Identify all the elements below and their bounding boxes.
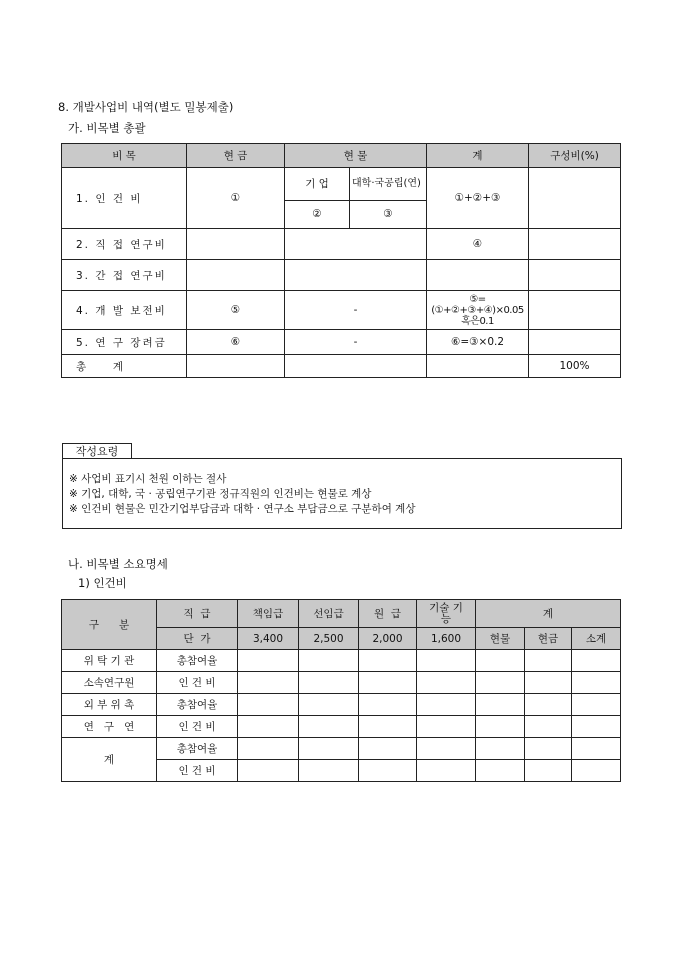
section-a-title: 가. 비목별 총괄 [68,121,146,135]
cell-company: ② [285,200,350,228]
row-participation: 총참여율 [157,694,238,716]
personnel-cost-table [61,599,621,782]
section-b-title: 나. 비목별 소요명세 [68,557,168,571]
header-division: 구 분 [62,600,157,650]
cell-in-kind [285,229,427,260]
header-total: 계 [476,600,621,628]
cell-ratio [529,168,621,229]
guide-line: ※ 사업비 표기시 천원 이하는 절사 [69,473,227,485]
guide-tab: 작성요령 [62,443,132,459]
header-ratio: 구성비(%) [529,144,621,168]
subheader-in-kind: 현물 [476,628,525,650]
budget-summary-table [61,143,621,378]
guide-line: ※ 기업, 대학, 국 · 공립연구기관 정규직원의 인건비는 현물로 계상 [69,488,372,500]
cell-university: ③ [350,200,427,228]
row-personnel-cost: 인 건 비 [157,760,238,782]
guide-line: ※ 인건비 현물은 민간기업부담금과 대학 · 연구소 부담금으로 구분하여 계상 [69,503,416,515]
cell-ratio [529,330,621,355]
row-label-total: 총 계 [62,355,187,378]
header-sum: 계 [427,144,529,168]
cell-in-kind: - [285,330,427,355]
row-label: 2. 직 접 연구비 [62,229,187,260]
header-rank: 직 급 [157,600,238,628]
cell-cash [187,229,285,260]
rank-technician: 기술 기능 [417,600,476,628]
rank-staff: 원 급 [359,600,417,628]
rank-senior: 책임급 [238,600,299,628]
header-cash: 현 금 [187,144,285,168]
cell-cash [187,260,285,291]
group-label: 소속연구원 [62,672,157,694]
cell-in-kind: - [285,291,427,330]
cell-in-kind [285,355,427,378]
section-b1-title: 1) 인건비 [78,576,127,590]
cell-cash: ⑤ [187,291,285,330]
price-senior: 3,400 [238,628,299,650]
cell-in-kind [285,260,427,291]
row-label: 1. 인 건 비 [62,168,187,229]
group-label: 연 구 연 [62,716,157,738]
price-staff: 2,000 [359,628,417,650]
header-in-kind: 현 물 [285,144,427,168]
cell-sum: ⑥=③×0.2 [427,330,529,355]
row-label: 5. 연 구 장려금 [62,330,187,355]
row-label: 3. 간 접 연구비 [62,260,187,291]
cell-sum: ①+②+③ [427,168,529,229]
cell-cash [187,355,285,378]
cell-cash: ① [187,168,285,229]
cell-sum: ④ [427,229,529,260]
row-personnel-cost: 인 건 비 [157,716,238,738]
cell-sum [427,355,529,378]
group-label: 위 탁 기 관 [62,650,157,672]
header-item: 비 목 [62,144,187,168]
price-technician: 1,600 [417,628,476,650]
row-participation: 총참여율 [157,650,238,672]
cell-sum: ⑤=(①+②+③+④)×0.05혹은0.1 [427,291,529,330]
subheader-subtotal: 소계 [572,628,621,650]
guide-box [62,458,622,529]
rank-principal: 선임급 [299,600,359,628]
sub-company: 기 업 [285,168,350,201]
price-principal: 2,500 [299,628,359,650]
header-unit-price: 단 가 [157,628,238,650]
cell-ratio [529,260,621,291]
cell-sum [427,260,529,291]
group-label: 외 부 위 촉 [62,694,157,716]
sub-university: 대학·국공립(연) [350,168,427,201]
cell-ratio [529,229,621,260]
cell-cash: ⑥ [187,330,285,355]
cell-ratio: 100% [529,355,621,378]
cell-ratio [529,291,621,330]
row-personnel-cost: 인 건 비 [157,672,238,694]
row-participation: 총참여율 [157,738,238,760]
section-8-title: 8. 개발사업비 내역(별도 밀봉제출) [58,100,234,114]
group-label-total: 계 [62,738,157,782]
row-label: 4. 개 발 보전비 [62,291,187,330]
subheader-cash: 현금 [525,628,572,650]
